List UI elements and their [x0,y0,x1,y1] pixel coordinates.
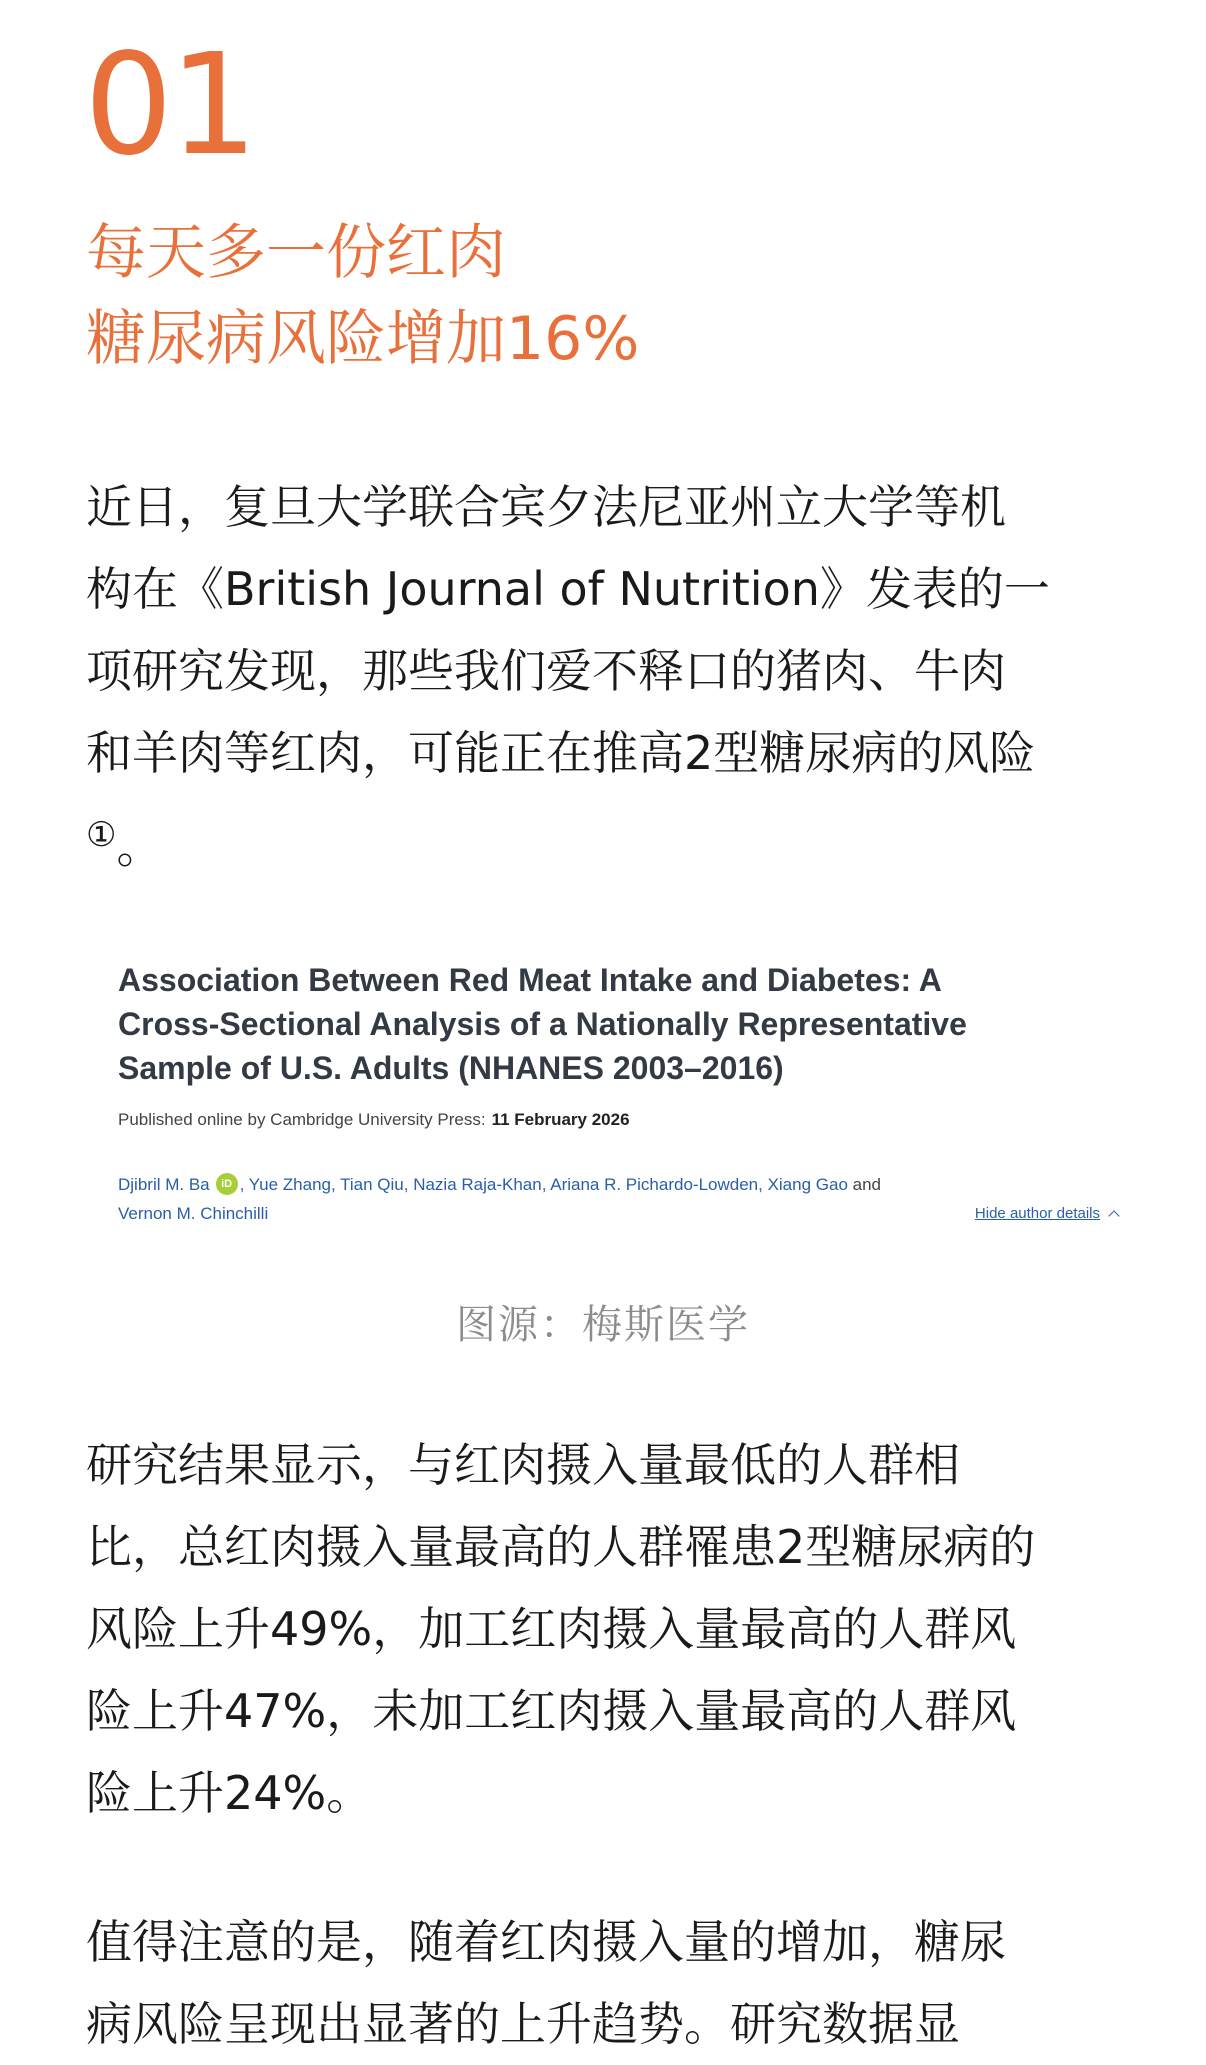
paragraph-line: 险上升24%。 [86,1766,373,1820]
author-line-1 [118,1170,1118,1199]
orcid-icon[interactable]: iD [216,1173,238,1195]
section-headline [86,210,639,382]
published-label: Published online by Cambridge University Press: [118,1110,486,1129]
trend-paragraph [86,1901,1126,2065]
author-name[interactable]: Djibril M. Ba [118,1175,210,1194]
paper-title-line: Sample of U.S. Adults (NHANES 2003–2016) [118,1050,784,1086]
paragraph-tail: 。 [116,819,163,874]
paragraph-line: 比，总红肉摄入量最高的人群罹患2型糖尿病的 [86,1520,1036,1574]
section-number: 01 [84,24,255,187]
paragraph-line: 近日，复旦大学联合宾夕法尼亚州立大学等机 [86,480,1006,534]
paragraph-line [86,794,1126,887]
results-paragraph [86,1424,1126,1834]
publication-info [118,1110,1118,1130]
figure-caption: 图源：梅斯医学 [456,1302,750,1348]
paper-title-line: Cross-Sectional Analysis of a Nationally Representative [118,1006,967,1042]
paragraph-line: 险上升47%，未加工红肉摄入量最高的人群风 [86,1684,1017,1738]
hide-details-label: Hide author details [974,1205,1100,1222]
hide-author-details-link[interactable] [975,1199,1118,1228]
paper-title-line: Association Between Red Meat Intake and Diabetes: A [118,962,942,998]
paragraph-line: 项研究发现，那些我们爱不释口的猪肉、牛肉 [86,644,1006,698]
paragraph-line: 风险上升49%，加工红肉摄入量最高的人群风 [86,1602,1017,1656]
author-list [118,1170,1118,1228]
chevron-up-icon [1108,1210,1119,1221]
and-word: and [852,1175,882,1194]
paragraph-line: 和羊肉等红肉，可能正在推高2型糖尿病的风险 [86,726,1036,780]
paper-screenshot-figure [118,958,1118,1228]
paragraph-line: 研究结果显示，与红肉摄入量最低的人群相 [86,1438,960,1492]
author-names-rest[interactable]: , Yue Zhang, Tian Qiu, Nazia Raja-Khan, Ariana R. Pichardo-Lowden, Xiang Gao [239,1175,848,1194]
intro-paragraph [86,466,1126,887]
paragraph-line: 病风险呈现出显著的上升趋势。研究数据显 [86,1997,960,2051]
paragraph-line: 值得注意的是，随着红肉摄入量的增加，糖尿 [86,1915,1006,1969]
headline-line-1: 每天多一份红肉 [86,218,506,288]
published-date: 11 February 2026 [491,1110,630,1129]
author-line-2[interactable]: Vernon M. Chinchilli [118,1204,269,1223]
paragraph-line: 构在《British Journal of Nutrition》发表的一 [86,562,1050,616]
paper-title [118,958,1118,1090]
reference-marker[interactable]: ① [86,815,117,855]
headline-line-2: 糖尿病风险增加16% [86,304,640,374]
